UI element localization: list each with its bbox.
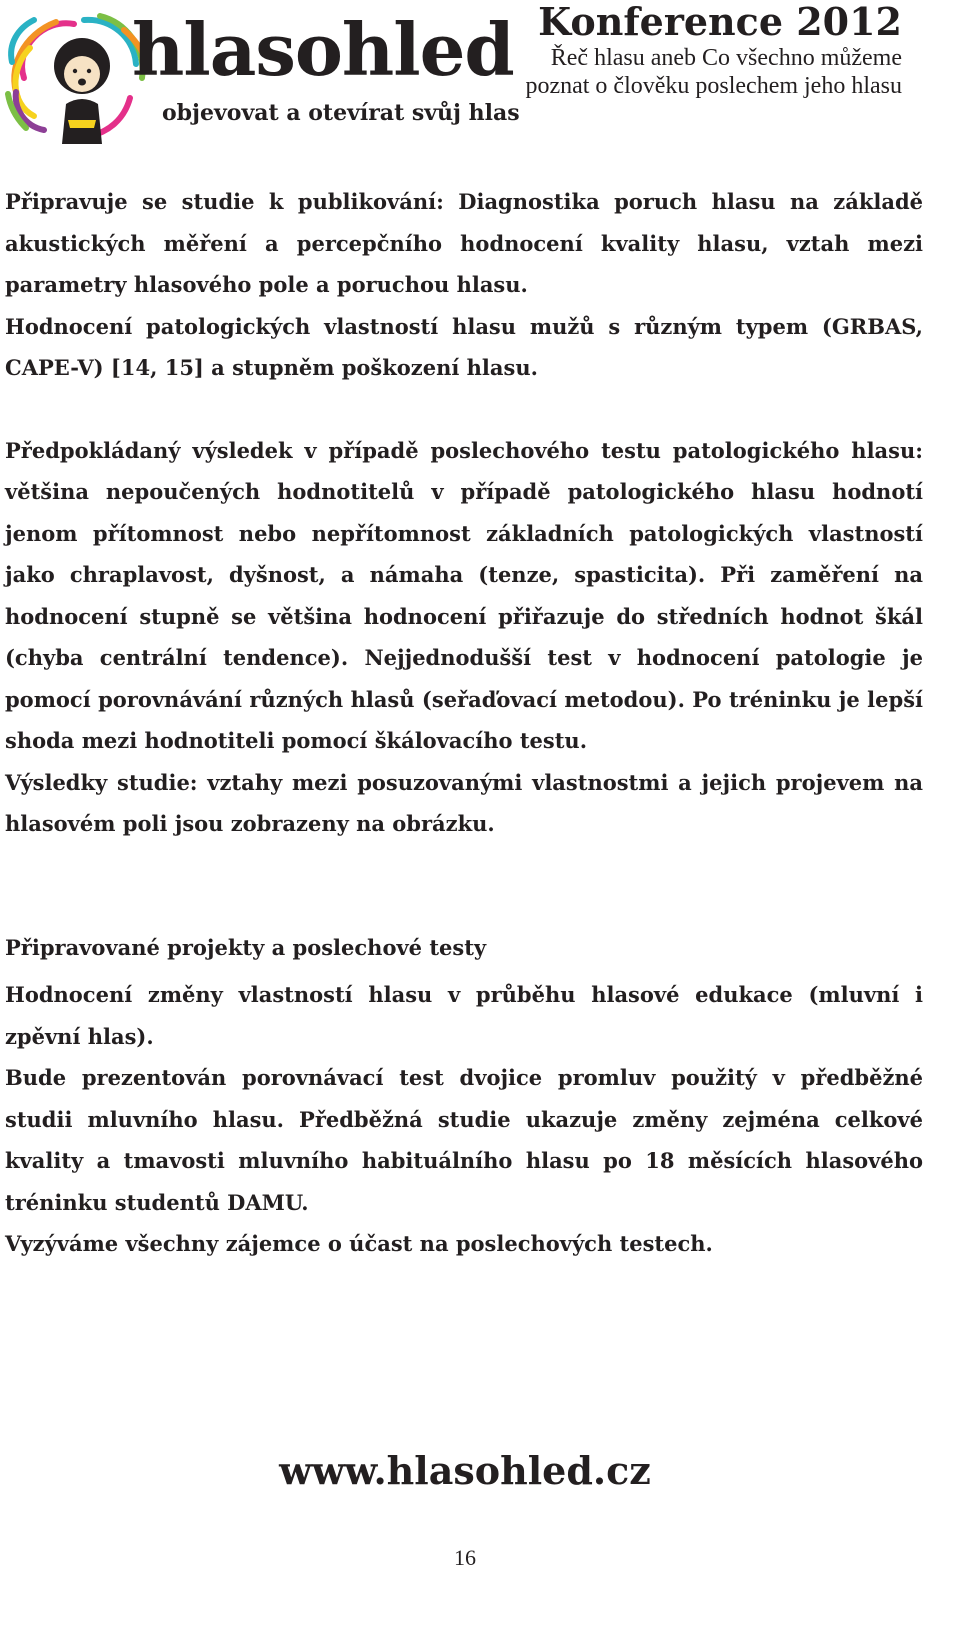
paragraph-comparison-test: Bude prezentován porovnávací test dvojice promluv použitý v předběžné studii mluvního hlasu. Předběžná studie ukazuje změny zejména celkové kvality a tmavosti mluvního habituálního hlasu po 18 měsících hlasového tréninku studentů DAMU. <box>5 1065 923 1215</box>
page-number: 16 <box>454 1545 476 1570</box>
logo-tagline: objevovat a otevírat svůj hlas <box>162 100 520 126</box>
conference-title: Konference 2012 <box>538 0 902 44</box>
spacer <box>5 389 923 430</box>
website-link[interactable]: www.hlasohled.cz <box>279 1448 651 1493</box>
paragraph-expected-result: Předpokládaný výsledek v případě poslechového testu patologického hlasu: většina nepoučených hodnotitelů v případě patologického hlasu hodnotí jenom přítomnost nebo nepřítomnost základních patologických vlastností jako chraplavost, dyšnost, a námaha (tenze, spasticita). Při zaměření na hodnocení stupně se většina hodnocení přiřazuje do středních hodnot škál (chyba centrální tendence). Nejjednodušší test v hodnocení patologie je pomocí porovnávání různých hlasů (seřaďovací metodou). Po tréninku je lepší shoda mezi hodnotiteli pomocí škálovacího testu. <box>5 437 923 753</box>
main-content <box>5 181 923 1265</box>
spacer <box>5 845 923 927</box>
paragraph-study-publication: Připravuje se studie k publikování: Diagnostika poruch hlasu na základě akustických měření a percepčního hodnocení kvality hlasu, vztah mezi parametry hlasového pole a poruchou hlasu. <box>5 189 923 297</box>
paragraph-voice-education: Hodnocení změny vlastností hlasu v průběhu hlasové edukace (mluvní i zpěvní hlas). <box>5 982 923 1049</box>
hlasohled-logo <box>4 7 520 146</box>
section-heading: Připravované projekty a poslechové testy <box>5 934 487 960</box>
logo-wordmark: hlasohled <box>132 7 514 92</box>
paragraph-study-results: Výsledky studie: vztahy mezi posuzovanými vlastnostmi a jejich projevem na hlasovém poli jsou zobrazeny na obrázku. <box>5 769 923 836</box>
conference-subtitle: Řeč hlasu aneb Co všechno můžeme poznat o člověku poslechem jeho hlasu <box>525 45 902 99</box>
paragraph-pathological-evaluation: Hodnocení patologických vlastností hlasu mužů s různým typem (GRBAS, CAPE-V) [14, 15] a stupněm poškození hlasu. <box>5 313 923 380</box>
paragraph-invitation: Vyzýváme všechny zájemce o účast na poslechových testech. <box>5 1231 713 1256</box>
